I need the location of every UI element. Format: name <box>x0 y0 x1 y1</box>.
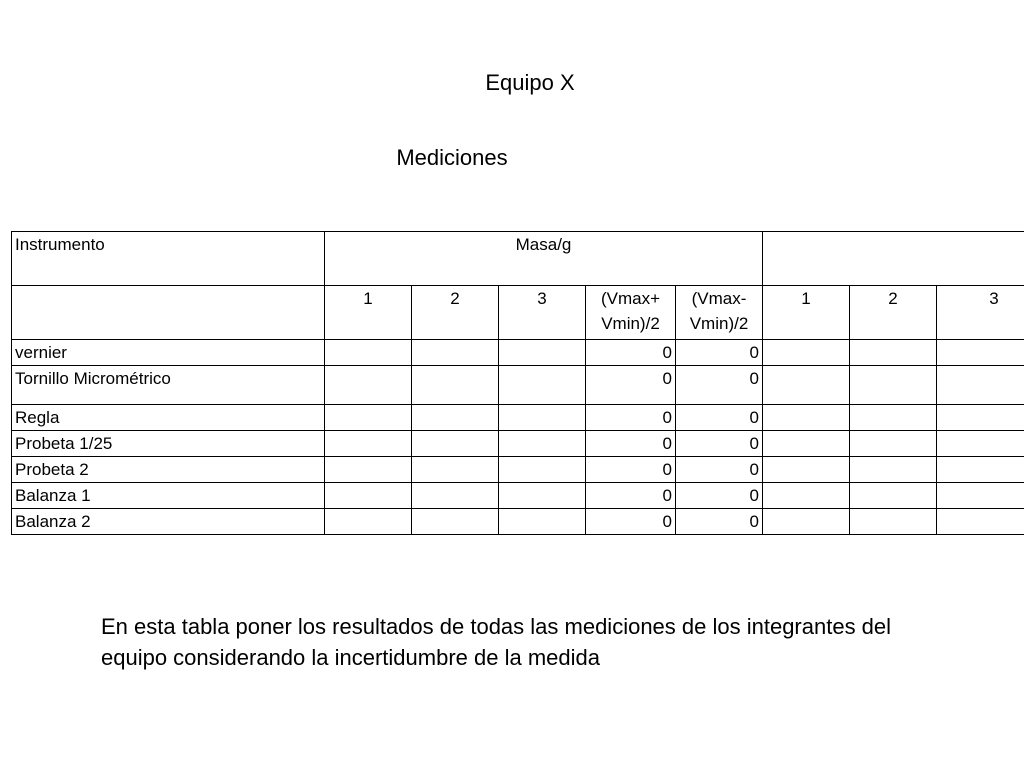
measurement-cell[interactable] <box>763 431 850 457</box>
header-instrument: Instrumento <box>12 232 325 286</box>
uncertainty-cell: 0 <box>676 340 763 366</box>
measurement-cell[interactable] <box>850 366 937 405</box>
instrument-name: Regla <box>12 405 325 431</box>
measurement-cell[interactable] <box>937 431 1024 457</box>
table-row <box>12 509 1024 535</box>
measurement-cell[interactable] <box>937 509 1024 535</box>
subheader-cell: (Vmax+ Vmin)/2 <box>586 286 676 340</box>
table-row <box>12 457 1024 483</box>
subheader-cell: 1 <box>325 286 412 340</box>
measurement-cell[interactable] <box>412 483 499 509</box>
measurement-cell[interactable] <box>937 457 1024 483</box>
measurement-cell[interactable] <box>325 431 412 457</box>
average-cell: 0 <box>586 405 676 431</box>
measurement-cell[interactable] <box>763 366 850 405</box>
page-title: Equipo X <box>485 70 575 95</box>
measurement-cell[interactable] <box>499 366 586 405</box>
instrument-name: Balanza 2 <box>12 509 325 535</box>
measurement-cell[interactable] <box>850 457 937 483</box>
measurement-cell[interactable] <box>325 483 412 509</box>
measurement-cell[interactable] <box>499 340 586 366</box>
measurement-cell[interactable] <box>325 509 412 535</box>
average-cell: 0 <box>586 483 676 509</box>
subheader-cell: 3 <box>499 286 586 340</box>
uncertainty-cell: 0 <box>676 431 763 457</box>
instrument-name: Tornillo Micrométrico <box>12 366 325 405</box>
measurement-cell[interactable] <box>937 366 1024 405</box>
average-cell: 0 <box>586 457 676 483</box>
uncertainty-cell: 0 <box>676 509 763 535</box>
subheader-empty <box>12 286 325 340</box>
measurement-cell[interactable] <box>937 340 1024 366</box>
measurement-cell[interactable] <box>412 405 499 431</box>
header-empty-group <box>763 232 1024 286</box>
page-subtitle: Mediciones <box>396 145 508 170</box>
measurement-cell[interactable] <box>412 457 499 483</box>
measurement-cell[interactable] <box>412 509 499 535</box>
measurement-cell[interactable] <box>763 340 850 366</box>
table-row <box>12 405 1024 431</box>
average-cell: 0 <box>586 366 676 405</box>
uncertainty-cell: 0 <box>676 366 763 405</box>
measurement-cell[interactable] <box>499 457 586 483</box>
measurement-cell[interactable] <box>325 405 412 431</box>
table-subheader-row <box>12 286 1024 340</box>
instrument-name: Balanza 1 <box>12 483 325 509</box>
measurements-table <box>11 231 1024 535</box>
measurement-cell[interactable] <box>850 340 937 366</box>
measurement-cell[interactable] <box>763 483 850 509</box>
average-cell: 0 <box>586 509 676 535</box>
measurement-cell[interactable] <box>850 405 937 431</box>
uncertainty-cell: 0 <box>676 457 763 483</box>
measurement-cell[interactable] <box>499 431 586 457</box>
uncertainty-cell: 0 <box>676 405 763 431</box>
instrument-name: vernier <box>12 340 325 366</box>
uncertainty-cell: 0 <box>676 483 763 509</box>
table-row <box>12 431 1024 457</box>
measurement-cell[interactable] <box>937 483 1024 509</box>
measurement-cell[interactable] <box>325 340 412 366</box>
subheader-cell: (Vmax- Vmin)/2 <box>676 286 763 340</box>
measurement-cell[interactable] <box>499 483 586 509</box>
table-row <box>12 340 1024 366</box>
table-header-row <box>12 232 1024 286</box>
measurement-cell[interactable] <box>850 431 937 457</box>
measurement-cell[interactable] <box>763 405 850 431</box>
measurement-cell[interactable] <box>412 340 499 366</box>
table-row <box>12 366 1024 405</box>
subheader-cell: 2 <box>850 286 937 340</box>
instrument-name: Probeta 1/25 <box>12 431 325 457</box>
measurement-cell[interactable] <box>412 431 499 457</box>
subheader-cell: 1 <box>763 286 850 340</box>
measurement-cell[interactable] <box>763 509 850 535</box>
instruction-note: En esta tabla poner los resultados de todas las mediciones de los integrantes del equipo considerando la incertidumbre de la medida <box>101 614 892 670</box>
measurement-cell[interactable] <box>499 405 586 431</box>
measurement-cell[interactable] <box>499 509 586 535</box>
average-cell: 0 <box>586 340 676 366</box>
measurement-cell[interactable] <box>412 366 499 405</box>
measurement-cell[interactable] <box>325 457 412 483</box>
subheader-cell: 2 <box>412 286 499 340</box>
measurement-cell[interactable] <box>850 509 937 535</box>
measurements-table-container <box>11 231 1024 535</box>
measurement-cell[interactable] <box>325 366 412 405</box>
instrument-name: Probeta 2 <box>12 457 325 483</box>
table-row <box>12 483 1024 509</box>
subheader-cell: 3 <box>937 286 1024 340</box>
average-cell: 0 <box>586 431 676 457</box>
header-masa: Masa/g <box>325 232 763 286</box>
measurement-cell[interactable] <box>937 405 1024 431</box>
measurement-cell[interactable] <box>850 483 937 509</box>
measurement-cell[interactable] <box>763 457 850 483</box>
